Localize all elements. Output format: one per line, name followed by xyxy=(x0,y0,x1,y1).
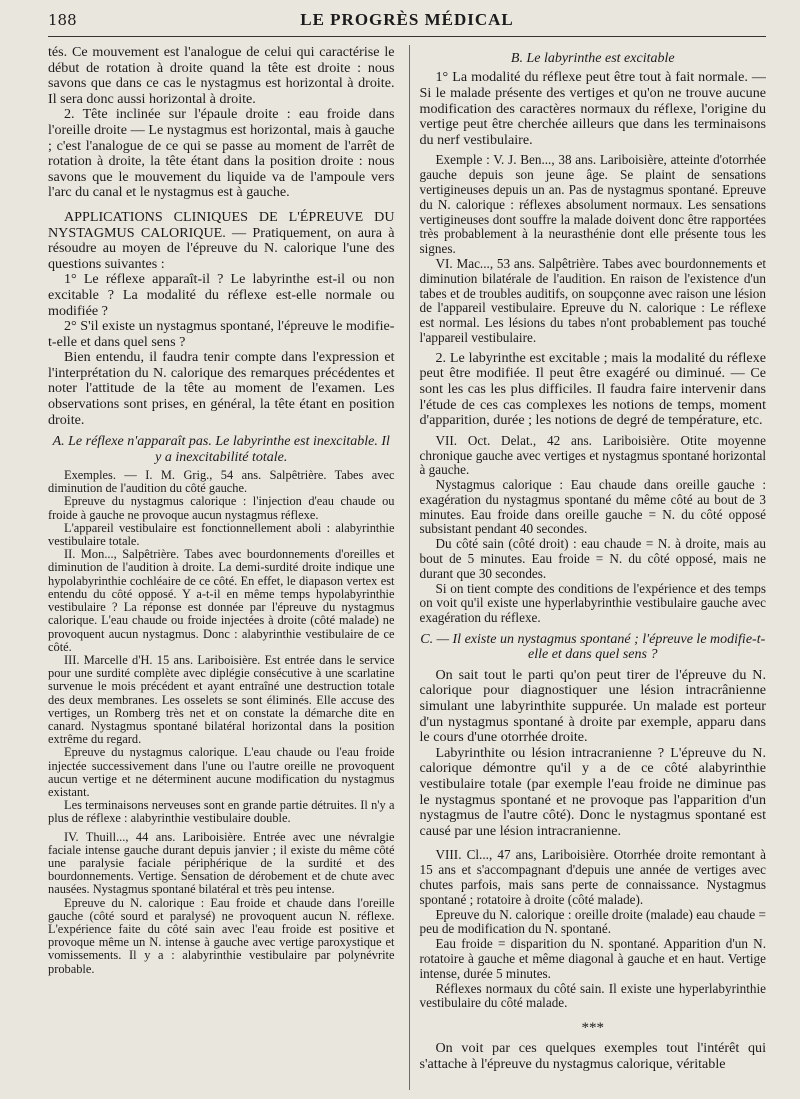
paragraph: Du côté sain (côté droit) : eau chaude = N. à droite, mais au bout de 5 minutes. Eau froide = N. du côté opposé, mais ne durant que 30 secondes. xyxy=(419,536,766,581)
paragraph: VIII. Cl..., 47 ans, Lariboisière. Otorrhée droite remontant à 15 ans et s'accompagnant d'depuis une année de vertiges avec chutes parfois, mais sans perte de connaissance. Nystagmus spontané ; rotatoire à droite (côté malade). xyxy=(419,847,766,907)
asterism: *** xyxy=(581,1020,604,1037)
paragraph: 2. Le labyrinthe est excitable ; mais la modalité du réflexe peut être modifiée. Il peut être exagéré ou diminué. — Ce sont les cas les plus difficiles. Il faudra faire intervenir dans l'étude de ces cas complexes les notions de temps, moment d'apparition, durée ; les notions de degré de température, etc. xyxy=(419,349,766,429)
paragraph: Réflexes normaux du côté sain. Il existe une hyperlabyrinthie vestibulaire du côté malade. xyxy=(419,980,766,1011)
paragraph: Exemples. — I. M. Grig., 54 ans. Salpêtrière. Tabes avec diminution de l'audition du côté gauche. xyxy=(48,468,395,496)
paragraph: Exemple : V. J. Ben..., 38 ans. Lariboisière, atteinte d'otorrhée gauche depuis son jeune âge. Se plaint de sensations vertigineuses depuis un an. Pas de nystagmus spontané. Epreuve du N. calorique : réflexes absolument normaux. Les sensations vertigineuses dont souffre la malade doivent donc être rapportées très probablement à la neurasthénie dont elle présente tous les signes. xyxy=(419,152,766,257)
paragraph: Nystagmus calorique : Eau chaude dans oreille gauche : exagération du nystagmus spontané du même côté au bout de 3 minutes. Eau froide dans oreille gauche = N. du côté opposé subsistant pendant 40 secondes. xyxy=(419,477,766,537)
paragraph: 1° Le réflexe apparaît-il ? Le labyrinthe est-il ou non excitable ? La modalité du réflexe est-elle normale ou modifiée ? xyxy=(48,271,395,319)
paragraph: APPLICATIONS CLINIQUES DE L'ÉPREUVE DU NYSTAGMUS CALORIQUE. — Pratiquement, on aura à résoudre au moyen de l'épreuve du N. calorique l'une des questions suivantes : xyxy=(48,208,395,272)
paragraph: Epreuve du N. calorique : oreille droite (malade) eau chaude = peu de modification du N. spontané. xyxy=(419,906,766,937)
paragraph: IV. Thuill..., 44 ans. Lariboisière. Entrée avec une névralgie faciale intense gauche durant depuis janvier ; il existe du même côté une paralysie faciale périphérique de la surdité et des bourdonnements. Vertige. Sensation de dérobement et de chute avec nausées. Nystagmus spontané bilatéral et très peu intense. xyxy=(48,829,395,897)
paragraph: Epreuve du nystagmus calorique : l'injection d'eau chaude ou froide à gauche ne provoque aucun nystagmus réflexe. xyxy=(48,494,395,522)
paragraph: Labyrinthite ou lésion intracranienne ? L'épreuve du N. calorique démontre qu'il y a de ce côté alabyrinthie vestibulaire totale (par exemple l'eau froide ne diminue pas le nystagmus spontané et ne provoque pas l'apparition d'un nystagmus de l'autre côté). Donc le nystagmus spontané est causé par une lésion intracranienne. xyxy=(419,744,766,839)
paragraph: Epreuve du nystagmus calorique. L'eau chaude ou l'eau froide injectée successivement dans l'une ou l'autre oreille ne provoquent aucun vertige et ne déterminent aucune modification du nystagmus existant. xyxy=(48,745,395,799)
paragraph: Les terminaisons nerveuses sont en grande partie détruites. Il n'y a plus de réflexe : alabyrinthie vestibulaire double. xyxy=(48,798,395,826)
paragraph: L'appareil vestibulaire est fonctionnellement aboli : alabyrinthie vestibulaire totale. xyxy=(48,520,395,549)
paragraph: 1° La modalité du réflexe peut être tout à fait normale. — Si le malade présente des vertiges et qu'on ne trouve aucune modification des caractères normaux du réflexe, l'origine du vertige peut être cherchée ailleurs que dans les terminaisons du nerf vestibulaire. xyxy=(419,69,766,148)
paragraph: 2. Tête inclinée sur l'épaule droite : eau froide dans l'oreille droite — Le nystagmus est horizontal, mais à gauche ; c'est l'analogue de ce qui se passe au moment de l'arrêt de rotation à droite, la tête étant dans la position droite : nous savons que le mouvement du liquide va de l'ampoule vers l'arc du canal et le nystagmus est à gauche. xyxy=(48,106,395,201)
paragraph: Bien entendu, il faudra tenir compte dans l'expression et l'interprétation du N. calorique des remarques précédentes et noter l'attitude de la tête au moment de l'examen. Les observations sont prises, en général, la tête étant en position droite. xyxy=(48,349,395,428)
paragraph: VI. Mac..., 53 ans. Salpêtrière. Tabes avec bourdonnements et diminution bilatérale de l'audition. En raison de l'existence d'un tabes et de troubles auditifs, on soupçonne avec raison une lésion de l'appareil vestibulaire. Epreuve du N. calorique : Le réflexe est normal. Les lésions du tabes n'ont probablement pas touché l'appareil vestibulaire. xyxy=(419,255,766,345)
right-column xyxy=(418,45,767,1090)
paragraph: Epreuve du N. calorique : Eau froide et chaude dans l'oreille gauche (côté sourd et paralysé) ne provoquent aucun N. réflexe. L'expérience faite du côté sain avec l'eau froide est positive et provoque même un N. intense à gauche avec vertige paroxystique et vomissements. Il y a : alabyrinthie vestibulaire par polynévrite probable. xyxy=(48,895,395,976)
section-heading: B. Le labyrinthe est excitable xyxy=(510,51,675,66)
text-columns xyxy=(48,45,766,1090)
paragraph: On sait tout le parti qu'on peut tirer de l'épreuve du N. calorique pour diagnostiquer une lésion intracrânienne simulant une labyrinthite suppurée. Un malade est porteur d'un nystagmus spontané à droite par exemple, apparu dans le cours d'une otorrhée droite. xyxy=(419,666,766,746)
running-title: LE PROGRÈS MÉDICAL xyxy=(300,10,514,29)
left-column xyxy=(48,45,407,1090)
page-number: 188 xyxy=(48,11,77,29)
page-header xyxy=(48,10,766,37)
paragraph: III. Marcelle d'H. 15 ans. Lariboisière. Est entrée dans le service pour une surdité complète avec diplégie consécutive à une scarlatine survenue le mois précédent et ayant entraîné une destruction totale des deux membranes. Les osselets se sont éliminés. Elle accuse des vertiges, un Romberg très net et on constate la démarche dite en canard. Nystagmus spontané bilatéral horizontal dans la position extrême du regard. xyxy=(48,652,395,747)
paragraph: Si on tient compte des conditions de l'expérience et des temps on voit qu'il existe une hyperlabyrinthie vestibulaire gauche avec exagération du réflexe. xyxy=(419,580,766,626)
column-divider xyxy=(409,45,410,1090)
paragraph: On voit par ces quelques exemples tout l'intérêt qui s'attache à l'épreuve du nystagmus calorique, véritable xyxy=(419,1040,766,1072)
paragraph: II. Mon..., Salpêtrière. Tabes avec bourdonnements d'oreilles et diminution de l'audition à droite. La demi-surdité droite indique une hypolabyrinthie cochléaire de ce côté. En effet, le diapason vertex est entendu du côté opposé. Y a-t-il en même temps hypolabyrinthie vestibulaire ? La réponse est donnée par l'épreuve du nystagmus calorique. L'eau chaude ou froide injectées à droite (côté malade) ne provoquent aucun nystagmus. Donc : alabyrinthie vestibulaire de ce côté. xyxy=(48,547,395,654)
section-heading: C. — Il existe un nystagmus spontané ; l'épreuve le modifie-t-elle et dans quel sens ? xyxy=(420,632,766,663)
paragraph: Eau froide = disparition du N. spontané. Apparition d'un N. rotatoire à gauche et même diagonal à gauche et en haut. Vertige intense, durée 5 minutes. xyxy=(419,936,766,981)
section-heading: A. Le réflexe n'apparaît pas. Le labyrinthe est inexcitable. Il y a inexcitabilité totale. xyxy=(52,434,390,465)
paragraph: VII. Oct. Delat., 42 ans. Lariboisière. Otite moyenne chronique gauche avec vertiges et nystagmus spontané horizontal à gauche. xyxy=(419,432,766,478)
paragraph: tés. Ce mouvement est l'analogue de celui qui caractérise le début de rotation à droite quand la tête est droite : nous savons que dans ce cas le nystagmus est horizontal à droite. Il sera donc aussi horizontal à droite. xyxy=(48,45,395,107)
paragraph: 2° S'il existe un nystagmus spontané, l'épreuve le modifie-t-elle et dans quel sens ? xyxy=(48,318,395,350)
